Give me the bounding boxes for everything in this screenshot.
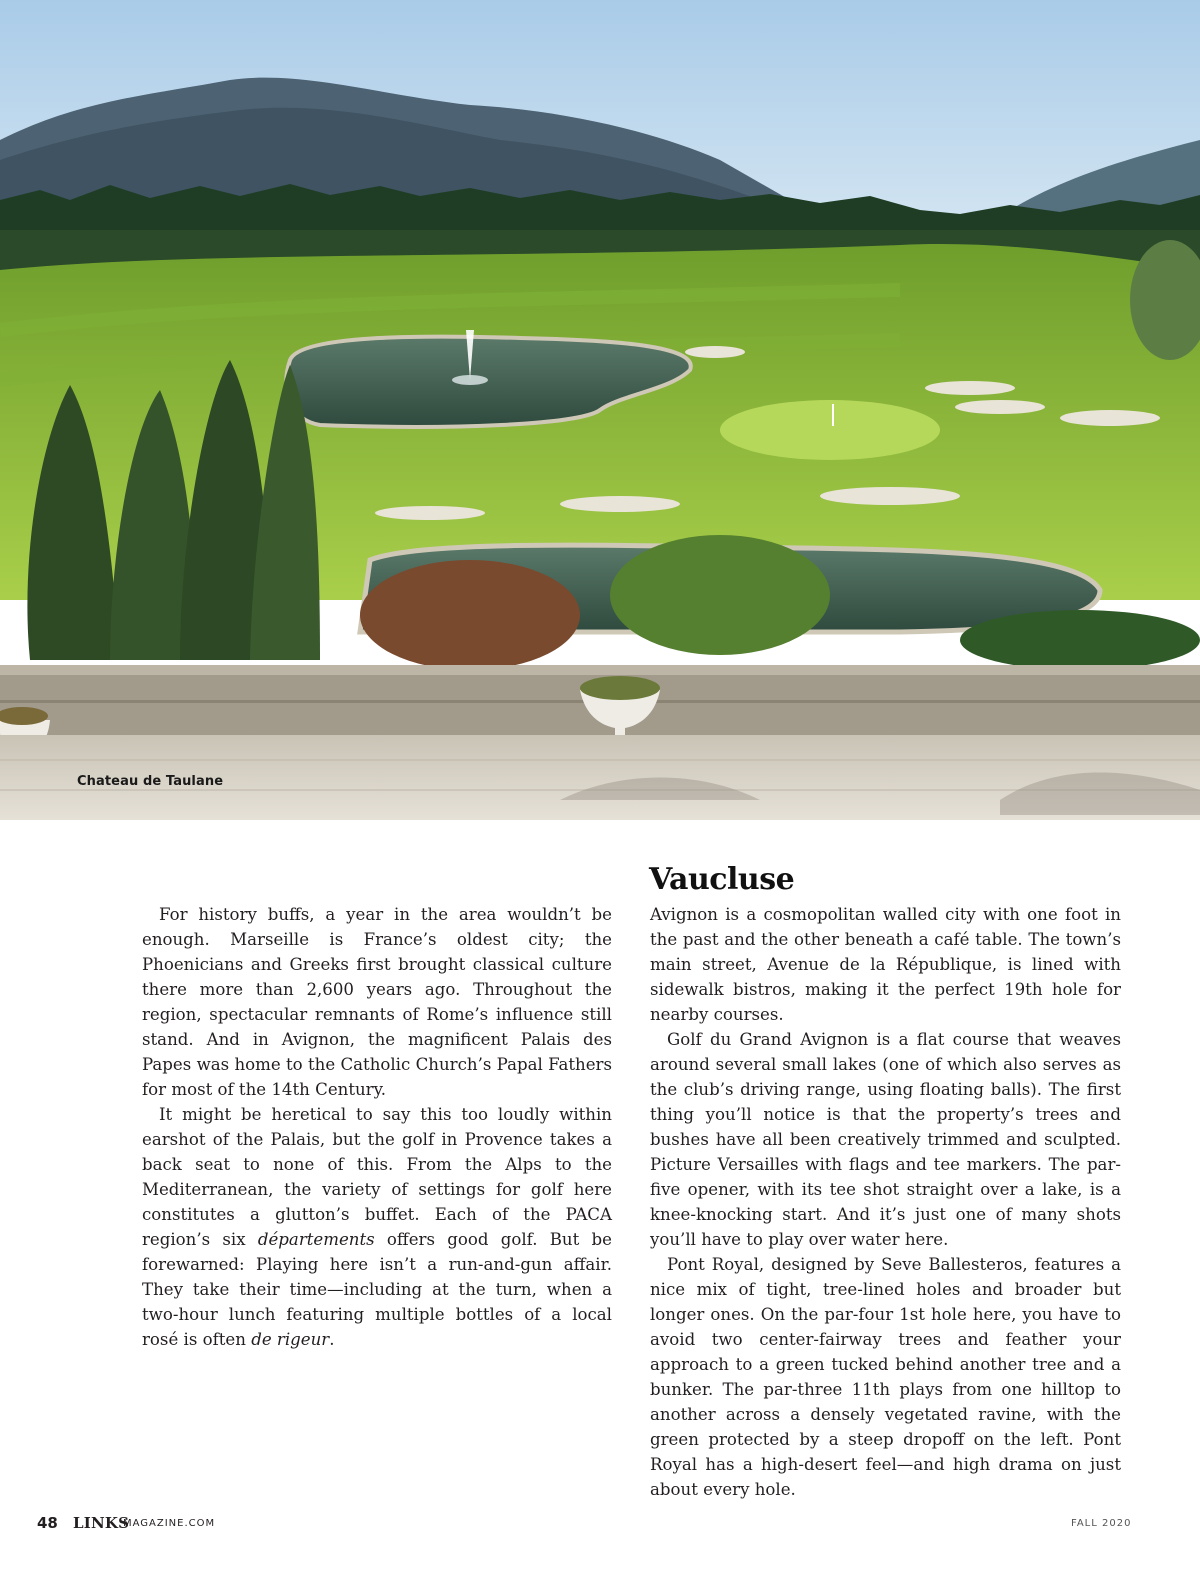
photo-caption: Chateau de Taulane (77, 774, 224, 789)
body-paragraph: Avignon is a cosmopolitan walled city with one foot in the past and the other beneath a café table. The town’s main street, Avenue de la République, is lined with sidewalk bistros, making it the perfect 19th hole for nearby courses. (650, 905, 1121, 1024)
right-column (650, 902, 1121, 1502)
body-paragraph: It might be heretical to say this too loudly within earshot of the Palais, but the golf in Provence takes a back seat to none of this. From the Alps to the Mediterranean, the variety of settings for golf here constitutes a glutton’s buffet. Each of the PACA region’s six départements offers good golf. But be forewarned: Playing here isn’t a run-and-gun affair. They take their time—including at the turn, when a two-hour lunch featuring multiple bottles of a local rosé is often de rigeur. (142, 1105, 612, 1349)
left-column (142, 902, 612, 1352)
body-paragraph: Pont Royal, designed by Seve Ballesteros, features a nice mix of tight, tree-lined holes and broader but longer ones. On the par-four 1st hole here, you have to avoid two center-fairway trees and feather your approach to a green tucked behind another tree and a bunker. The par-three 11th plays from one hilltop to another across a densely vegetated ravine, with the green protected by a steep dropoff on the left. Pont Royal has a high-desert feel—and high drama on just about every hole. (650, 1255, 1121, 1499)
magazine-site: MAGAZINE.COM (123, 1518, 216, 1529)
magazine-brand: LINKS (73, 1514, 130, 1532)
body-paragraph: Golf du Grand Avignon is a flat course that weaves around several small lakes (one of which also serves as the club’s driving range, using floating balls). The first thing you’ll notice is that the property’s trees and bushes have all been creatively trimmed and sculpted. Picture Versailles with flags and tee markers. The par-five opener, with its tee shot straight over a lake, is a knee-knocking start. And it’s just one of many shots you’ll have to play over water here. (650, 1030, 1121, 1249)
body-paragraph: For history buffs, a year in the area wouldn’t be enough. Marseille is France’s oldest city; the Phoenicians and Greeks first brought classical culture there more than 2,600 years ago. Throughout the region, spectacular remnants of Rome’s influence still stand. And in Avignon, the magnificent Palais des Papes was home to the Catholic Church’s Papal Fathers for most of the 14th Century. (142, 905, 612, 1099)
section-heading: Vaucluse (649, 862, 795, 897)
page-number: 48 (37, 1514, 58, 1532)
issue-label: FALL 2020 (1071, 1518, 1132, 1529)
